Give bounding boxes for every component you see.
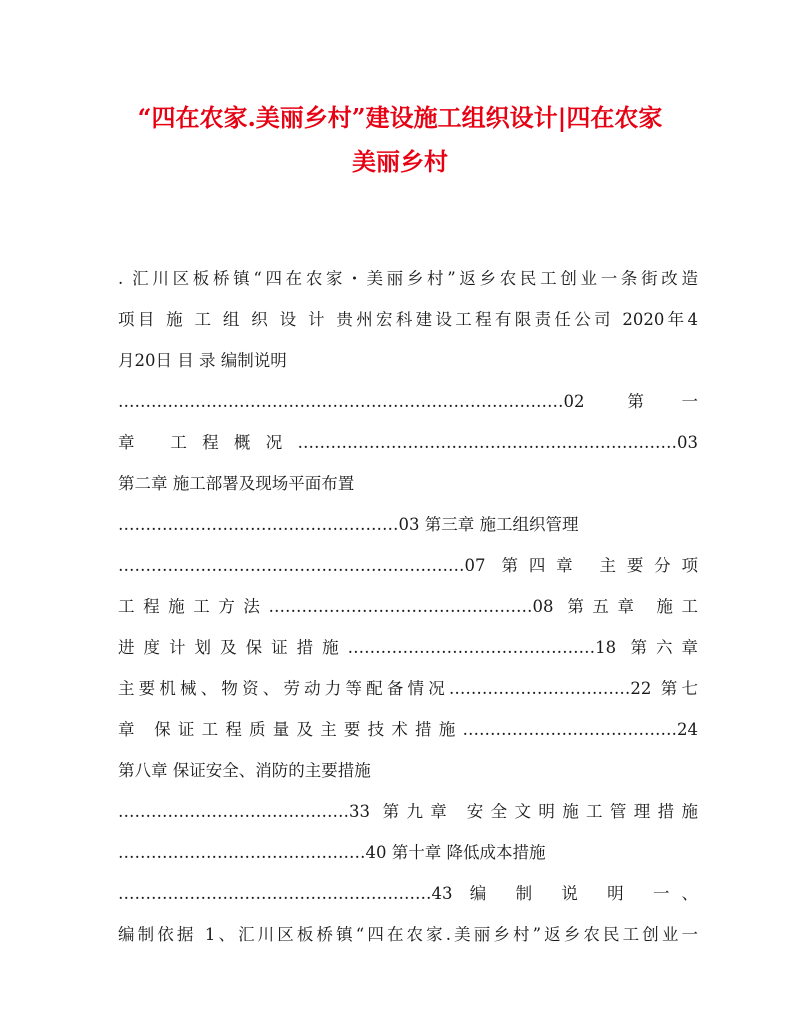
body-line: . 汇川区板桥镇“四在农家・美丽乡村”返乡农民工创业一条街改造: [118, 269, 698, 288]
toc-line: 章 工程概况……………………………………………………………03: [118, 433, 698, 452]
toc-line: 章 保证工程质量及主要技术措施…………………………………24: [118, 720, 698, 739]
document-body: [118, 258, 698, 955]
toc-line: 工程施工方法…………………………………………08 第五章 施工: [118, 597, 698, 616]
toc-line: ……………………………………33 第九章 安全文明施工管理措施: [118, 802, 698, 821]
body-line: 项目 施 工 组 织 设 计 贵州宏科建设工程有限责任公司 2020年4: [118, 310, 698, 329]
toc-line: 第二章 施工部署及现场平面布置: [118, 474, 355, 493]
toc-line: ………………………………………40 第十章 降低成本措施: [118, 843, 546, 862]
toc-line: ……………………………………………03 第三章 施工组织管理: [118, 515, 579, 534]
toc-line: 第八章 保证安全、消防的主要措施: [118, 761, 371, 780]
toc-line: ………………………………………………………………………02 第一: [118, 392, 698, 411]
toc-line: …………………………………………………43 编 制 说 明 一、: [118, 884, 698, 903]
toc-line: 进度计划及保证措施………………………………………18 第六章: [118, 638, 698, 657]
body-line: 月20日 目 录 编制说明: [118, 351, 287, 370]
document-title-line-2: 美丽乡村: [352, 147, 448, 176]
document-title: [80, 96, 720, 184]
document-title-line-1: “四在农家.美丽乡村”建设施工组织设计|四在农家: [137, 103, 663, 132]
toc-line: 主要机械、物资、劳动力等配备情况……………………………22 第七: [118, 679, 698, 698]
toc-line: ………………………………………………………07 第四章 主要分项: [118, 556, 698, 575]
body-line: 编制依据 1、汇川区板桥镇“四在农家.美丽乡村”返乡农民工创业一: [118, 925, 698, 944]
